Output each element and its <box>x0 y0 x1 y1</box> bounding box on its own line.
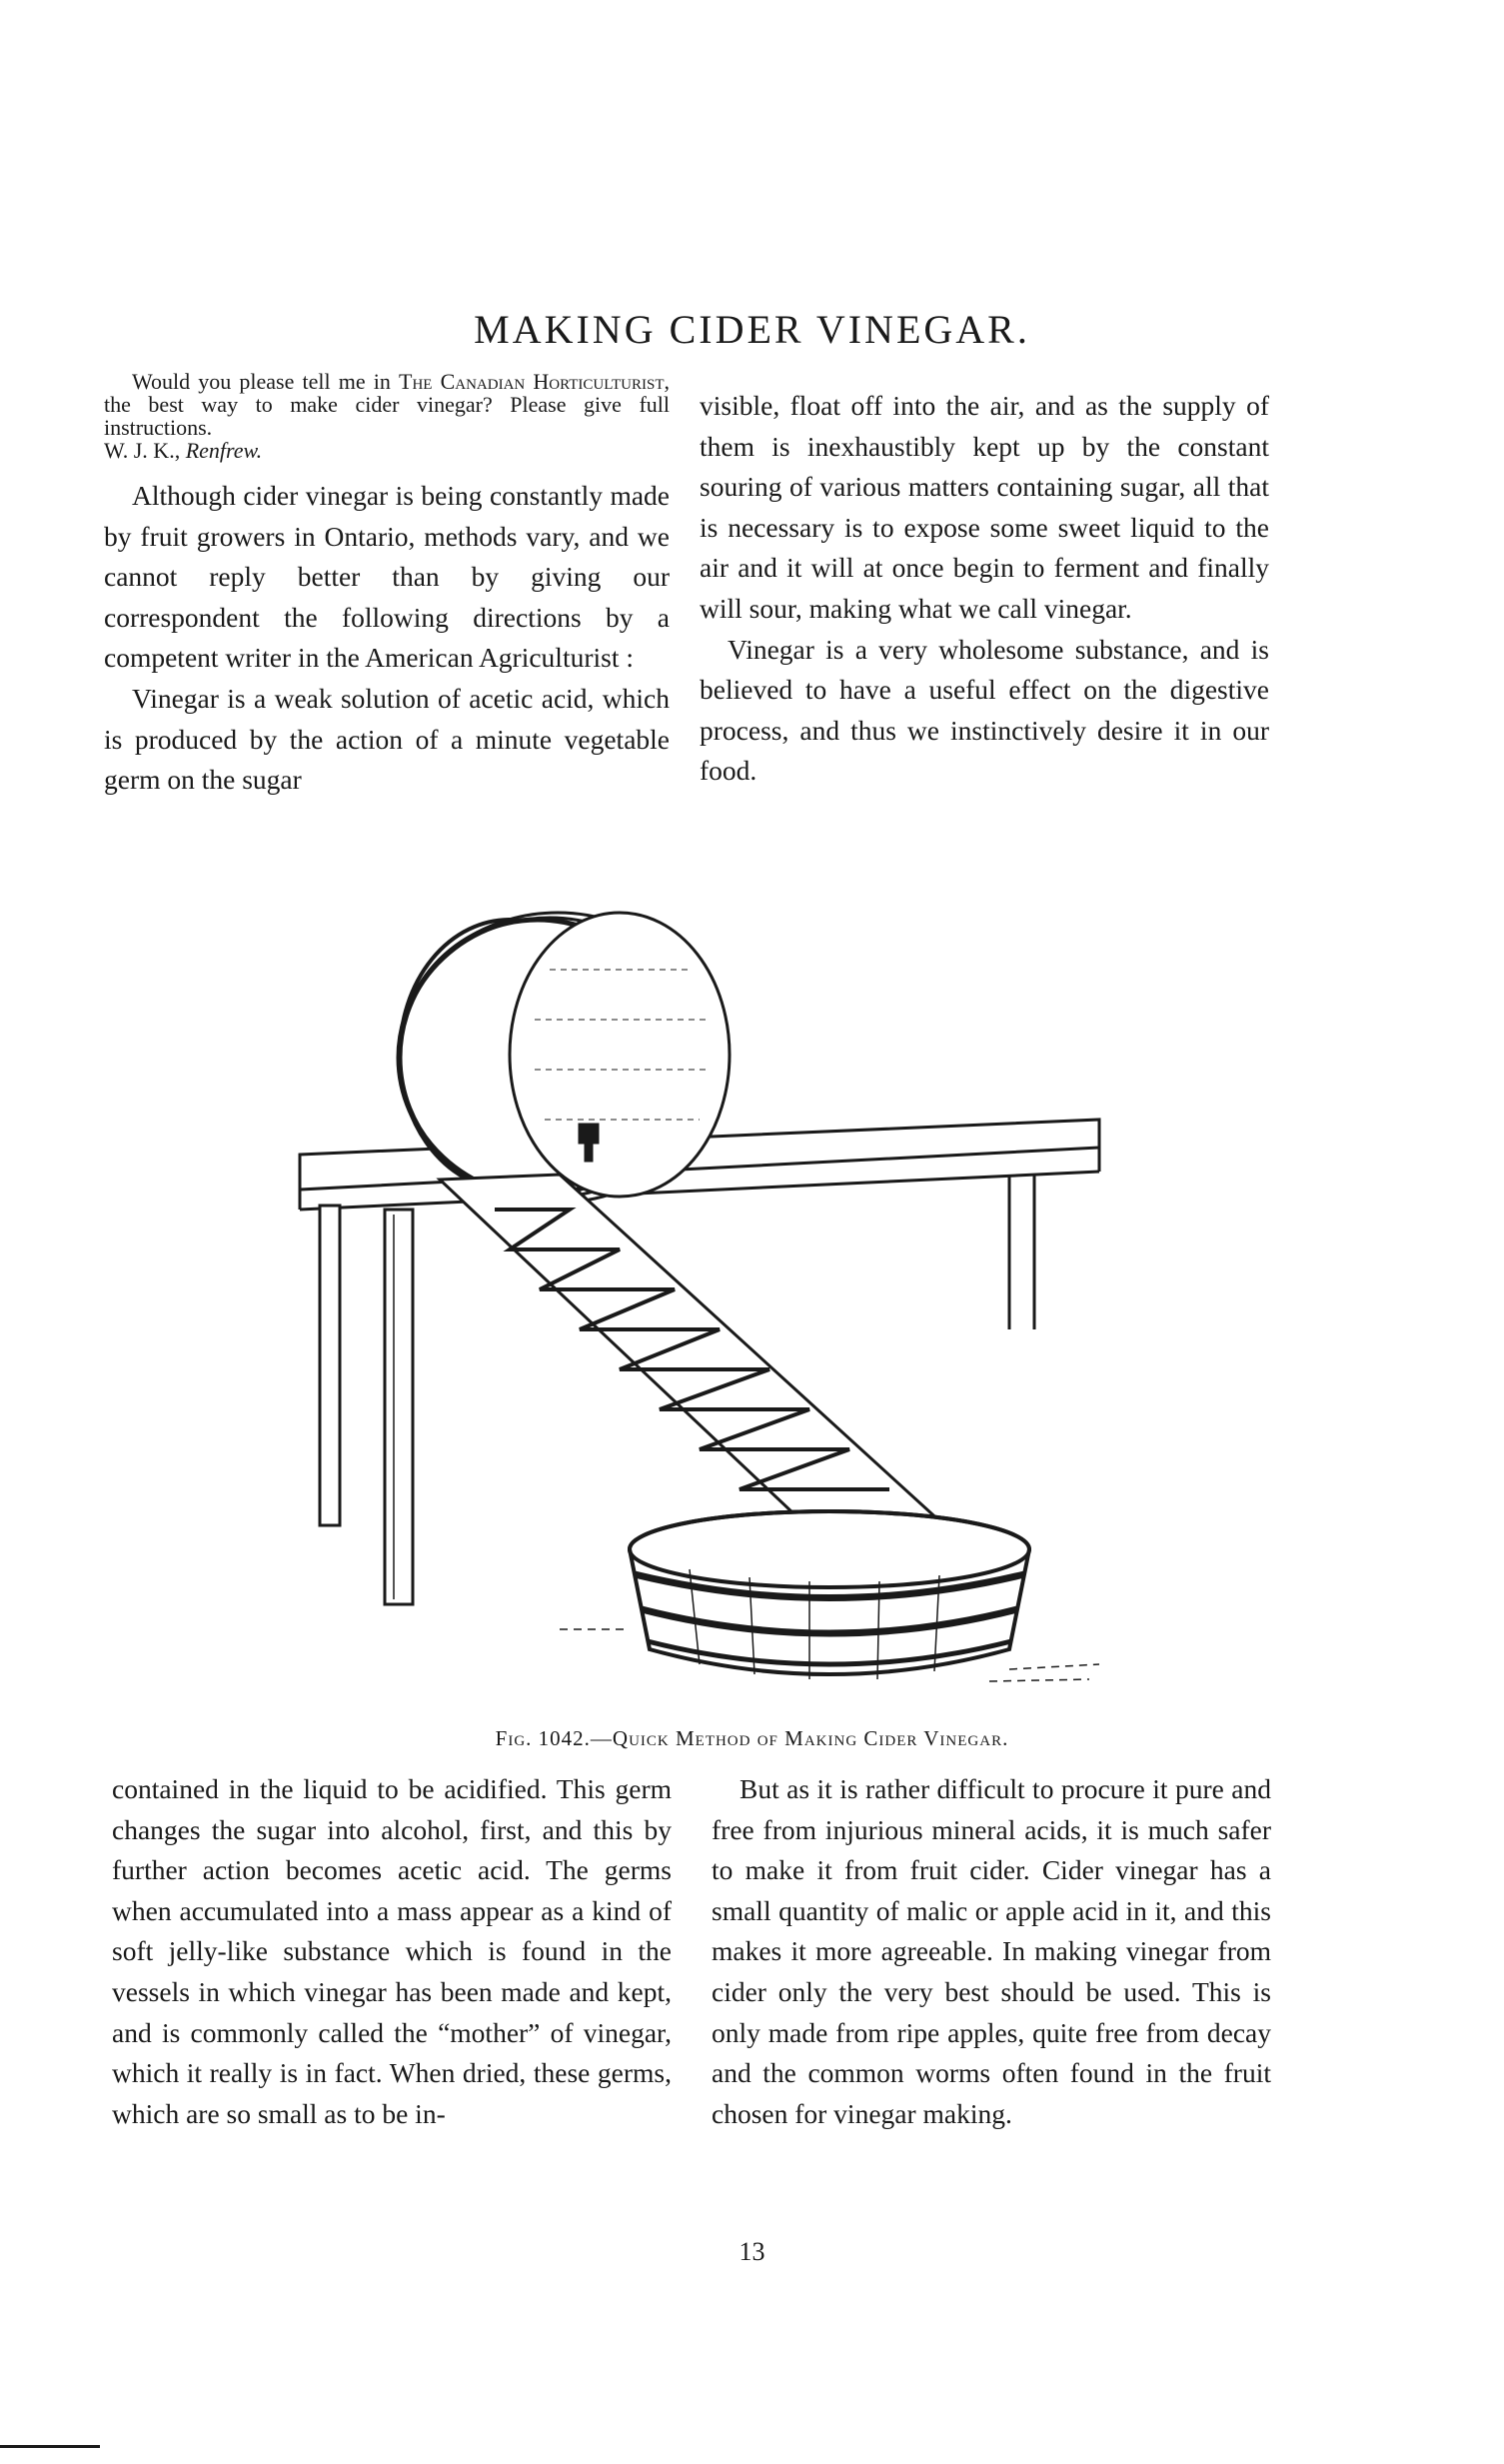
query-text-2: , the best way to make cider vinegar? Please give full instructions. <box>104 369 670 440</box>
signature-initials: W. J. K., <box>104 438 186 463</box>
column-left-bottom <box>112 1769 672 2134</box>
footer-rule <box>0 2445 100 2448</box>
query-text-1: Would you please tell me in <box>132 369 400 394</box>
paragraph-mother-of-vinegar: contained in the liquid to be acidified. This germ changes the sugar into alcohol, first, and this by further action becomes acetic acid. The germs when accumulated into a mass appear as a kind of soft jelly-like substance which is found in the vessels in which vinegar has been made and kept, and is commonly called the “mother” of vinegar, which it really is in fact. When dried, these germs, which are so small as to be in- <box>112 1773 672 2129</box>
column-right-top <box>700 386 1269 792</box>
paragraph-intro: Although cider vinegar is being constantly made by fruit growers in Ontario, methods vary, and we cannot reply better than by giving our correspondent the following directions by a competent writer in the American Agriculturist : <box>104 480 670 674</box>
journal-name: The Canadian Horticulturist <box>399 369 665 394</box>
page-number: 13 <box>739 2237 765 2266</box>
paragraph-vinegar-definition: Vinegar is a weak solution of acetic acid, which is produced by the action of a minute vegetable germ on the sugar <box>104 682 670 796</box>
signature-place: Renfrew. <box>185 438 263 463</box>
paragraph-cider-vinegar: But as it is rather difficult to procure it pure and free from injurious mineral acids, it is much safer to make it from fruit cider. Cider vinegar has a small quantity of malic or apple acid in it, and this makes it more agreeable. In making vinegar from cider only the very best should be used. This is only made from ripe apples, quite free from decay and the common worms often found in the fruit chosen for vinegar making. <box>712 1773 1271 2129</box>
query-signature <box>104 439 670 462</box>
column-right-bottom <box>712 1769 1271 2134</box>
article-title: MAKING CIDER VINEGAR. <box>474 307 1030 352</box>
barrel-trough-drawing <box>290 910 1109 1689</box>
figure-caption: Fig. 1042.—Quick Method of Making Cider Vinegar. <box>495 1726 1009 1750</box>
barrel-illustration <box>290 910 1109 1689</box>
paragraph-wholesome: Vinegar is a very wholesome substance, and is believed to have a useful effect on the digestive process, and thus we instinctively desire it in our food. <box>700 633 1269 787</box>
paragraph-germs-continued: visible, float off into the air, and as the supply of them is inexhaustibly kept up by the constant souring of various matters containing sugar, all that is necessary is to expose some sweet liquid to the air and it will at once begin to ferment and finally will sour, making what we call vinegar. <box>700 390 1269 624</box>
column-left-top <box>104 370 670 801</box>
reader-query <box>104 370 670 439</box>
